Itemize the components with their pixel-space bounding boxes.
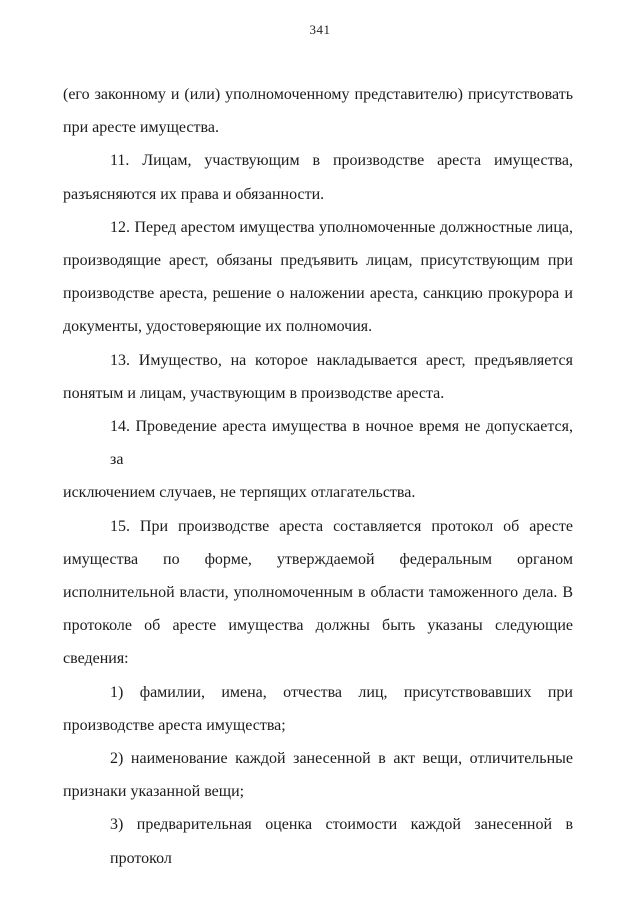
text-line: производстве ареста, решение о наложении ареста, санкцию прокурора и <box>63 285 573 303</box>
text-line: исключением случаев, не терпящих отлагательства. <box>63 484 416 502</box>
text-line: при аресте имущества. <box>63 119 219 137</box>
text-line: документы, удостоверяющие их полномочия. <box>63 318 373 336</box>
text-line: 11. Лицам, участвующим в производстве ареста имущества, <box>110 152 573 170</box>
text-line: производящие арест, обязаны предъявить лицам, присутствующим при <box>63 252 573 270</box>
text-line: имущества по форме, утверждаемой федеральным органом <box>63 550 573 568</box>
text-line: понятым и лицам, участвующим в производстве ареста. <box>63 384 445 402</box>
paragraph-item-15 <box>63 510 573 676</box>
text-line: 1) фамилии, имена, отчества лиц, присутствовавших при <box>110 683 573 701</box>
text-line: 12. Перед арестом имущества уполномоченные должностные лица, <box>110 218 573 236</box>
text-line: 3) предварительная оценка стоимости каждой занесенной в протокол <box>110 816 573 867</box>
text-line: разъясняются их права и обязанности. <box>63 185 325 203</box>
paragraph-item-11 <box>63 144 573 210</box>
paragraph-item-14 <box>63 410 573 510</box>
paragraph-subitem-3 <box>63 808 573 874</box>
text-line: 14. Проведение ареста имущества в ночное время не допускается, за <box>110 418 573 469</box>
text-line: 15. При производстве ареста составляется протокол об аресте <box>110 517 573 535</box>
text-line: протоколе об аресте имущества должны быть указаны следующие <box>63 617 573 635</box>
paragraph-subitem-2 <box>63 742 573 808</box>
paragraph-continuation <box>63 78 573 144</box>
text-line: 2) наименование каждой занесенной в акт вещи, отличительные <box>110 750 573 768</box>
paragraph-item-12 <box>63 211 573 344</box>
paragraph-item-13 <box>63 344 573 410</box>
text-line: признаки указанной вещи; <box>63 783 245 801</box>
text-line: (его законному и (или) уполномоченному представителю) присутствовать <box>63 86 573 103</box>
document-body <box>63 78 573 875</box>
text-line: 13. Имущество, на которое накладывается арест, предъявляется <box>110 351 573 369</box>
text-line: сведения: <box>63 650 129 668</box>
text-line: производстве ареста имущества; <box>63 716 286 734</box>
paragraph-subitem-1 <box>63 676 573 742</box>
page-number: 341 <box>309 22 331 37</box>
text-line: исполнительной власти, уполномоченным в области таможенного дела. В <box>63 584 573 602</box>
